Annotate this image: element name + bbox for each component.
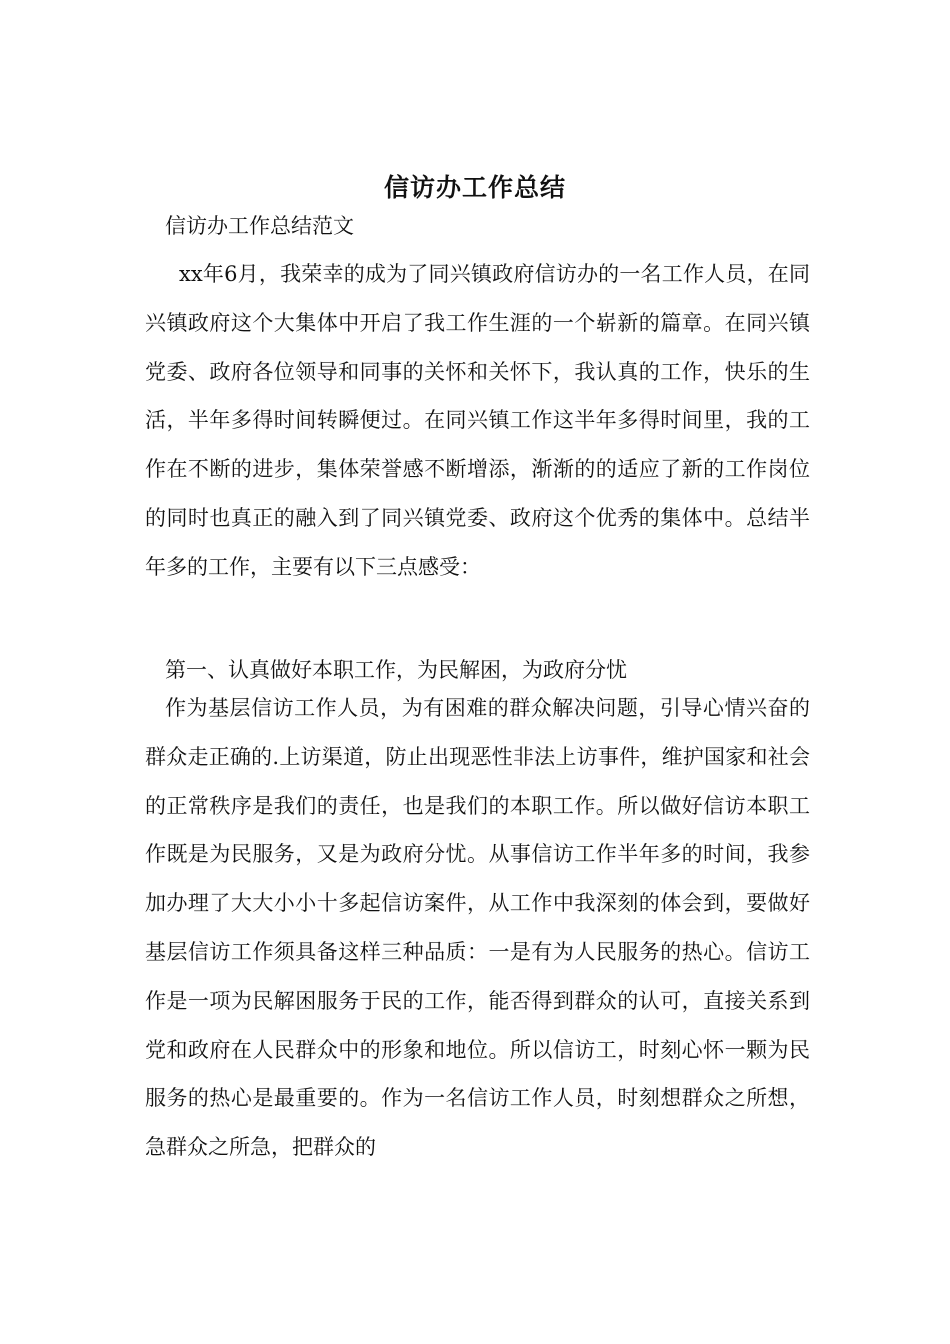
document-subtitle: 信访办工作总结范文 <box>165 214 354 238</box>
body-paragraph-2-text: 作为基层信访工作人员，为有困难的群众解决问题，引导心情兴奋的群众走正确的.上访渠道，防止出现恶性非法上访事件，维护国家和社会的正常秩序是我们的责任，也是我们的本职工作。所以做好信访本职工作既是为民服务，又是为政府分忧。从事信访工作半年多的时间，我参加办理了大大小小十多起信访案件，从工作中我深刻的体会到，要做好基层信访工作须具备这样三种品质：一是有为人民服务的热心。信访工作是一项为民解困服务于民的工作，能否得到群众的认可，直接关系到党和政府在人民群众中的形象和地位。所以信访工，时刻心怀一颗为民服务的热心是最重要的。作为一名信访工作人员，时刻想群众之所想，急群众之所急，把群众的 <box>145 696 810 1160</box>
body-paragraph-1 <box>145 250 810 592</box>
body-paragraph-2 <box>145 684 810 1172</box>
section-heading-1: 第一、认真做好本职工作，为民解困，为政府分忧 <box>165 658 627 682</box>
document-title: 信访办工作总结 <box>383 172 566 202</box>
body-paragraph-1-text: xx年6月，我荣幸的成为了同兴镇政府信访办的一名工作人员，在同兴镇政府这个大集体中开启了我工作生涯的一个崭新的篇章。在同兴镇党委、政府各位领导和同事的关怀和关怀下，我认真的工作，快乐的生活，半年多得时间转瞬便过。在同兴镇工作这半年多得时间里，我的工作在不断的进步，集体荣誉感不断增添，渐渐的的适应了新的工作岗位的同时也真正的融入到了同兴镇党委、政府这个优秀的集体中。总结半年多的工作，主要有以下三点感受： <box>145 262 810 579</box>
